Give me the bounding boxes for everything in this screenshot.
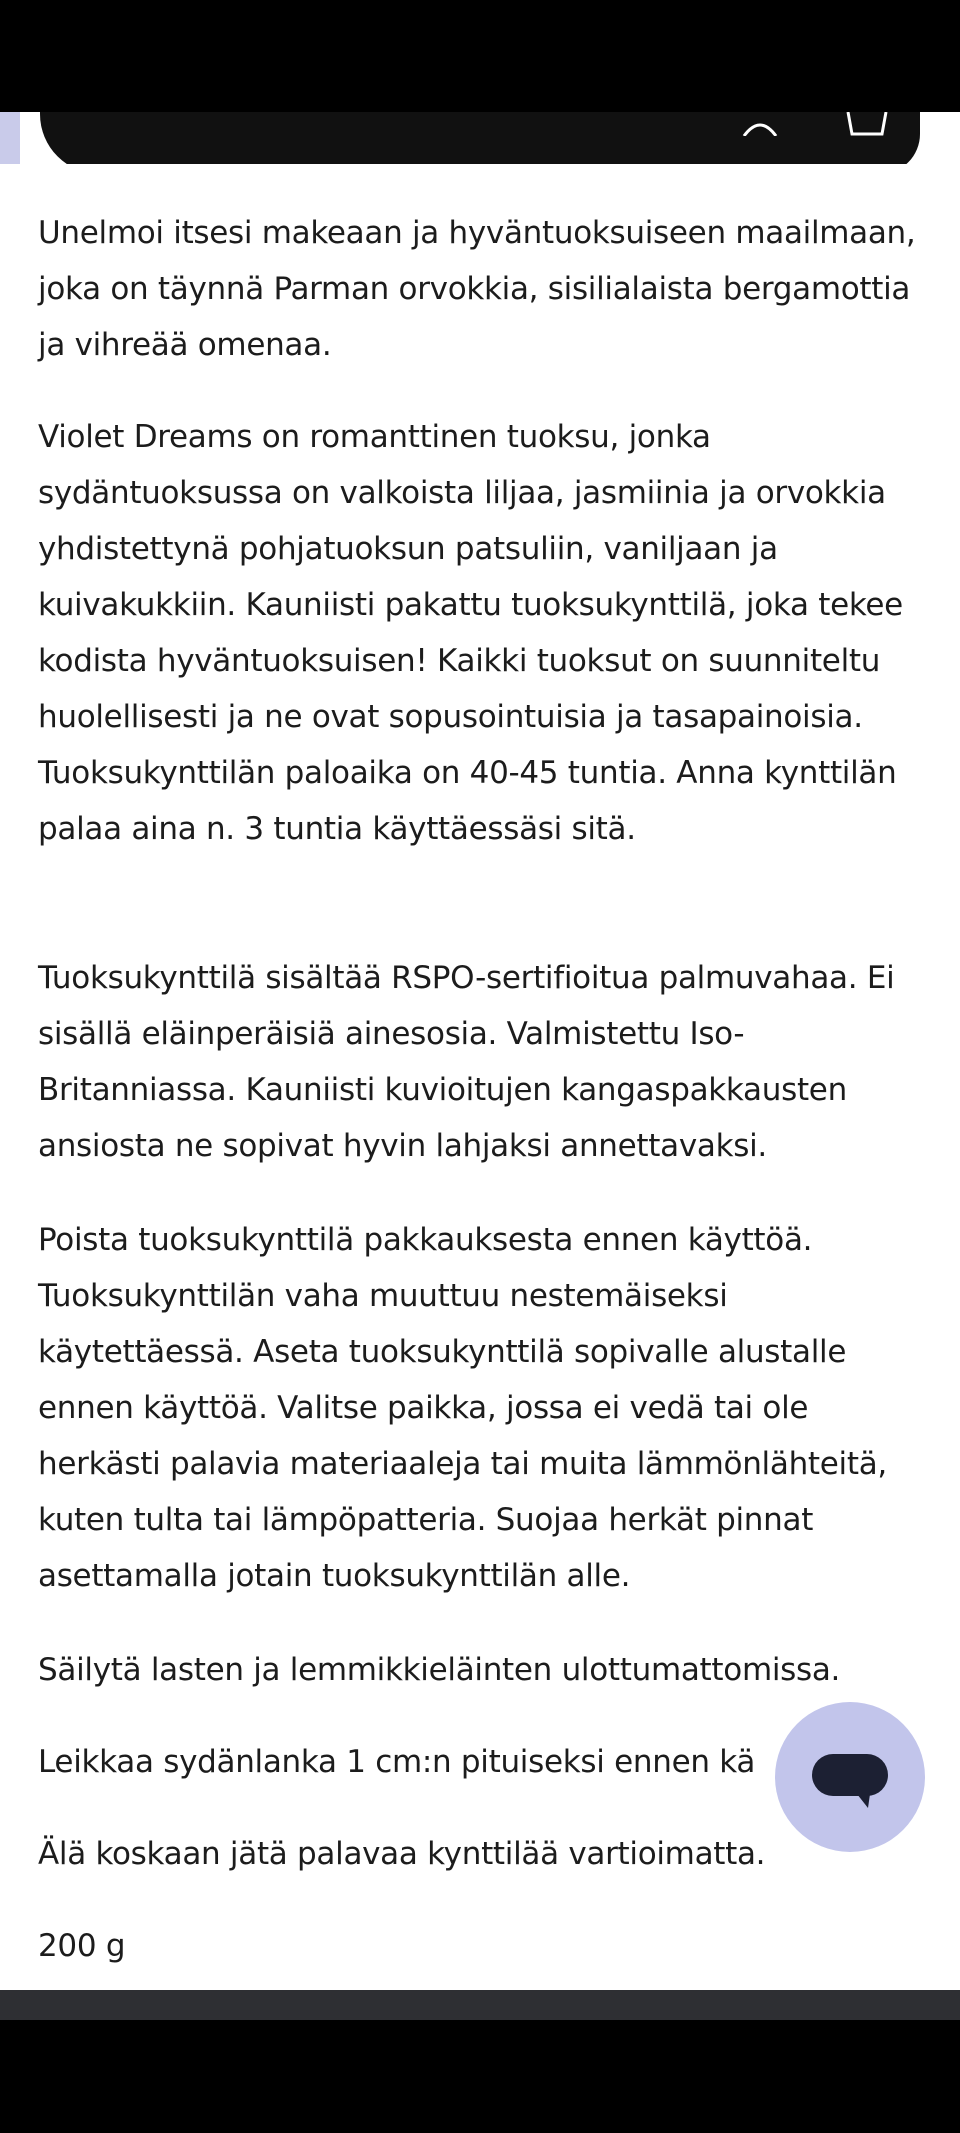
- description-paragraph: Unelmoi itsesi makeaan ja hyväntuoksuiseen maailmaan, joka on täynnä Parman orvokkia, sisilialaista bergamottia ja vihreää omenaa.: [38, 215, 916, 363]
- status-bar: [0, 0, 960, 112]
- description-paragraph: Säilytä lasten ja lemmikkieläinten ulottumattomissa.: [38, 1652, 841, 1688]
- description-paragraph: Violet Dreams on romanttinen tuoksu, jonka sydäntuoksussa on valkoista liljaa, jasmiinia ja orvokkia yhdistettynä pohjatuoksun patsuliin, vaniljaan ja kuivakukkiin. Kauniisti pakattu tuoksukynttilä, joka tekee kodista hyväntuoksuisen! Kaikki tuoksut on suunniteltu huolellisesti ja ne ovat sopusointuisia ja tasapainoisia. Tuoksukynttilän paloaika on 40-45 tuntia. Anna kynttilän palaa aina n. 3 tuntia käyttäessäsi sitä.: [38, 419, 903, 847]
- description-paragraph: Leikkaa sydänlanka 1 cm:n pituiseksi ennen kä: [38, 1744, 756, 1780]
- bottom-bar: [0, 1990, 960, 2020]
- site-header: [0, 112, 960, 164]
- chat-button[interactable]: [775, 1702, 925, 1852]
- chat-bubble-icon: [775, 1702, 925, 1852]
- user-icon[interactable]: [740, 112, 780, 142]
- product-weight: 200 g: [38, 1928, 126, 1964]
- description-paragraph: Älä koskaan jätä palavaa kynttilää vartioimatta.: [38, 1836, 766, 1872]
- redacted-header-area: [40, 112, 920, 164]
- description-paragraph: Poista tuoksukynttilä pakkauksesta ennen käyttöä. Tuoksukynttilän vaha muuttuu nestemäiseksi käytettäessä. Aseta tuoksukynttilä sopivalle alustalle ennen käyttöä. Valitse paikka, jossa ei vedä tai ole herkästi palavia materiaaleja tai muita lämmönlähteitä, kuten tulta tai lämpöpatteria. Suojaa herkät pinnat asettamalla jotain tuoksukynttilän alle.: [38, 1222, 887, 1594]
- description-paragraph: Tuoksukynttilä sisältää RSPO-sertifioitua palmuvahaa. Ei sisällä eläinperäisiä ainesosia. Valmistettu Iso-Britanniassa. Kauniisti kuvioitujen kangaspakkausten ansiosta ne sopivat hyvin lahjaksi annettavaksi.: [38, 960, 895, 1164]
- header-accent: [0, 112, 20, 164]
- cart-icon[interactable]: [842, 112, 892, 142]
